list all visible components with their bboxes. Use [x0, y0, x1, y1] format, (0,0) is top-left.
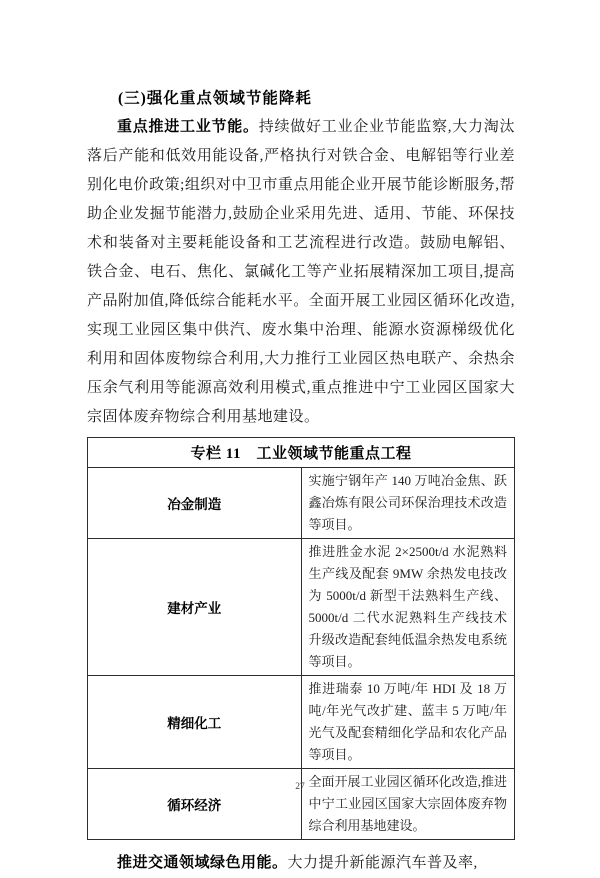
category-cell: 循环经济	[88, 769, 302, 840]
detail-cell: 实施宁钢年产 140 万吨冶金焦、跃鑫冶炼有限公司环保治理技术改造等项目。	[301, 468, 515, 539]
paragraph-transport-lead: 推进交通领域绿色用能。	[117, 855, 288, 871]
paragraph-industry-body: 持续做好工业企业节能监察,大力淘汰落后产能和低效用能设备,严格执行对铁合金、电解铝等行业差别化电价政策;组织对中卫市重点用能企业开展节能诊断服务,帮助企业发掘节能潜力,鼓励企业采用先进、适用、节能、环保技术和装备对主要耗能设备和工艺流程进行改造。鼓励电解铝、铁合金、电石、焦化、氯碱化工等产业拓展精深加工项目,提高产品附加值,降低综合能耗水平。全面开展工业园区循环化改造,实现工业园区集中供汽、废水集中治理、能源水资源梯级优化利用和固体废物综合利用,大力推行工业园区热电联产、余热余压余气利用等能源高效利用模式,重点推进中宁工业园区国家大宗固体废弃物综合利用基地建设。	[87, 119, 515, 425]
category-cell: 建材产业	[88, 539, 302, 676]
paragraph-transport-body: 大力提升新能源汽车普及率,	[287, 855, 478, 871]
paragraph-transport	[87, 849, 515, 878]
category-cell: 精细化工	[88, 676, 302, 769]
table-row	[88, 468, 515, 539]
table-row	[88, 676, 515, 769]
box-table	[87, 437, 515, 840]
page-number: 27	[295, 782, 305, 792]
detail-cell: 推进瑞泰 10 万吨/年 HDI 及 18 万吨/年光气改扩建、蓝丰 5 万吨/年光气及配套精细化学品和农化产品等项目。	[301, 676, 515, 769]
detail-cell: 全面开展工业园区循环化改造,推进中宁工业园区国家大宗固体废弃物综合利用基地建设。	[301, 769, 515, 840]
detail-cell: 推进胜金水泥 2×2500t/d 水泥熟料生产线及配套 9MW 余热发电技改为 5000t/d 新型干法熟料生产线、5000t/d 二代水泥熟料生产线技术升级改造配套纯低温余热发电系统等项目。	[301, 539, 515, 676]
paragraph-industry	[87, 113, 515, 432]
paragraph-industry-lead: 重点推进工业节能。	[117, 119, 259, 135]
section-heading: (三)强化重点领域节能降耗	[118, 90, 312, 107]
category-cell: 冶金制造	[88, 468, 302, 539]
box-table-title-row	[88, 438, 515, 468]
page-content	[87, 84, 515, 878]
table-row	[88, 539, 515, 676]
box-table-title: 专栏 11 工业领域节能重点工程	[88, 438, 515, 468]
table-row	[88, 769, 515, 840]
